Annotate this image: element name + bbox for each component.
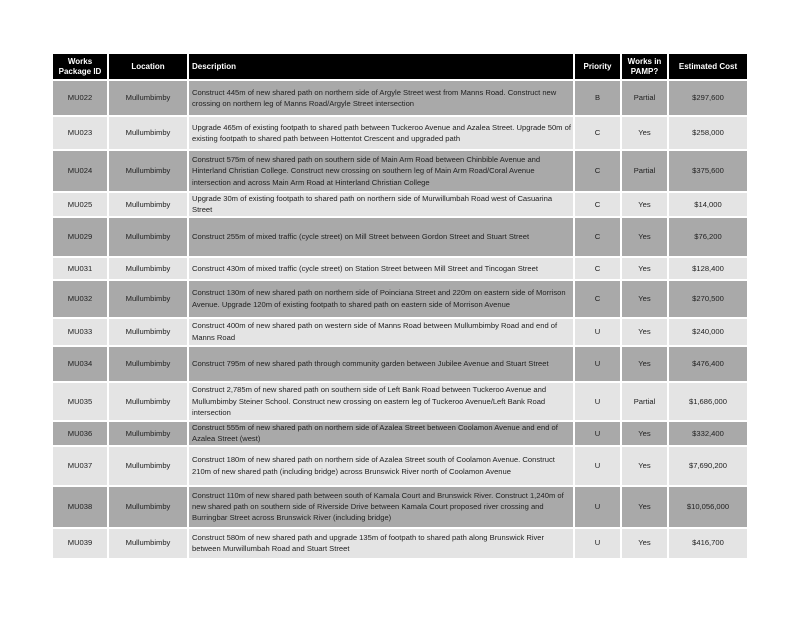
cell-id: MU035 bbox=[53, 383, 107, 420]
cell-pamp: Yes bbox=[622, 447, 667, 485]
cell-priority: U bbox=[575, 422, 620, 445]
works-package-table-container bbox=[53, 54, 741, 558]
cell-priority: B bbox=[575, 81, 620, 115]
cell-description: Upgrade 30m of existing footpath to shared path on northern side of Murwillumbah Road west of Casuarina Street bbox=[189, 193, 573, 216]
cell-description: Construct 580m of new shared path and upgrade 135m of footpath to shared path along Brunswick River between Murwillumbah Road and Stuart Street bbox=[189, 529, 573, 558]
cell-cost: $258,000 bbox=[669, 117, 747, 149]
cell-cost: $240,000 bbox=[669, 319, 747, 345]
cell-cost: $10,056,000 bbox=[669, 487, 747, 527]
cell-pamp: Yes bbox=[622, 319, 667, 345]
cell-cost: $297,600 bbox=[669, 81, 747, 115]
cell-location: Mullumbimby bbox=[109, 281, 187, 317]
cell-pamp: Yes bbox=[622, 258, 667, 279]
cell-description: Construct 430m of mixed traffic (cycle street) on Station Street between Mill Street and Tincogan Street bbox=[189, 258, 573, 279]
cell-id: MU037 bbox=[53, 447, 107, 485]
cell-location: Mullumbimby bbox=[109, 447, 187, 485]
table-row bbox=[53, 281, 747, 317]
table-row bbox=[53, 447, 747, 485]
cell-description: Construct 130m of new shared path on northern side of Poinciana Street and 220m on eastern side of Morrison Avenue. Upgrade 120m of existing footpath to shared path on eastern side of Morrison Avenue bbox=[189, 281, 573, 317]
cell-pamp: Yes bbox=[622, 347, 667, 381]
cell-cost: $375,600 bbox=[669, 151, 747, 191]
table-row bbox=[53, 529, 747, 558]
cell-pamp: Yes bbox=[622, 487, 667, 527]
cell-cost: $14,000 bbox=[669, 193, 747, 216]
cell-id: MU039 bbox=[53, 529, 107, 558]
cell-priority: C bbox=[575, 258, 620, 279]
cell-cost: $76,200 bbox=[669, 218, 747, 256]
cell-priority: C bbox=[575, 281, 620, 317]
cell-pamp: Partial bbox=[622, 383, 667, 420]
cell-priority: C bbox=[575, 151, 620, 191]
cell-description: Construct 555m of new shared path on northern side of Azalea Street between Coolamon Avenue and end of Azalea Street (west) bbox=[189, 422, 573, 445]
cell-description: Construct 255m of mixed traffic (cycle street) on Mill Street between Gordon Street and Stuart Street bbox=[189, 218, 573, 256]
table-row bbox=[53, 422, 747, 445]
cell-location: Mullumbimby bbox=[109, 218, 187, 256]
cell-location: Mullumbimby bbox=[109, 151, 187, 191]
cell-location: Mullumbimby bbox=[109, 383, 187, 420]
cell-priority: U bbox=[575, 347, 620, 381]
cell-cost: $416,700 bbox=[669, 529, 747, 558]
cell-cost: $332,400 bbox=[669, 422, 747, 445]
cell-location: Mullumbimby bbox=[109, 487, 187, 527]
works-package-table bbox=[51, 52, 749, 560]
table-row bbox=[53, 218, 747, 256]
table-row bbox=[53, 193, 747, 216]
cell-location: Mullumbimby bbox=[109, 319, 187, 345]
cell-id: MU022 bbox=[53, 81, 107, 115]
cell-pamp: Yes bbox=[622, 422, 667, 445]
cell-description: Construct 110m of new shared path between south of Kamala Court and Brunswick River. Construct 1,240m of new shared path on southern side of Riverside Drive between Kamala Court proposed river crossing and Burringbar Street across Brunswick River (including bridge) bbox=[189, 487, 573, 527]
cell-description: Construct 445m of new shared path on northern side of Argyle Street west from Manns Road. Construct new crossing on northern leg of Manns Road/Argyle Street intersection bbox=[189, 81, 573, 115]
cell-pamp: Partial bbox=[622, 81, 667, 115]
cell-pamp: Partial bbox=[622, 151, 667, 191]
table-row bbox=[53, 487, 747, 527]
cell-id: MU025 bbox=[53, 193, 107, 216]
cell-id: MU032 bbox=[53, 281, 107, 317]
cell-cost: $1,686,000 bbox=[669, 383, 747, 420]
cell-priority: C bbox=[575, 193, 620, 216]
cell-id: MU023 bbox=[53, 117, 107, 149]
cell-location: Mullumbimby bbox=[109, 193, 187, 216]
cell-priority: U bbox=[575, 319, 620, 345]
cell-location: Mullumbimby bbox=[109, 117, 187, 149]
cell-pamp: Yes bbox=[622, 529, 667, 558]
cell-cost: $7,690,200 bbox=[669, 447, 747, 485]
cell-description: Construct 2,785m of new shared path on southern side of Left Bank Road between Tuckeroo Avenue and Mullumbimby Steiner School. Construct new crossing on eastern leg of Tuckeroo Avenue/Left Bank Road intersection bbox=[189, 383, 573, 420]
cell-priority: U bbox=[575, 529, 620, 558]
cell-cost: $476,400 bbox=[669, 347, 747, 381]
cell-pamp: Yes bbox=[622, 117, 667, 149]
header-location: Location bbox=[109, 54, 187, 79]
cell-id: MU029 bbox=[53, 218, 107, 256]
cell-description: Construct 575m of new shared path on southern side of Main Arm Road between Chinbible Avenue and Hinterland Christian College. Construct new crossing on southern leg of Main Arm Road/Coral Avenue intersection and across Main Arm Road at Hinterland Christian College bbox=[189, 151, 573, 191]
cell-id: MU031 bbox=[53, 258, 107, 279]
cell-priority: U bbox=[575, 487, 620, 527]
table-row bbox=[53, 383, 747, 420]
cell-id: MU034 bbox=[53, 347, 107, 381]
table-row bbox=[53, 117, 747, 149]
cell-cost: $270,500 bbox=[669, 281, 747, 317]
cell-location: Mullumbimby bbox=[109, 422, 187, 445]
cell-pamp: Yes bbox=[622, 193, 667, 216]
cell-id: MU036 bbox=[53, 422, 107, 445]
cell-description: Construct 795m of new shared path through community garden between Jubilee Avenue and Stuart Street bbox=[189, 347, 573, 381]
cell-priority: U bbox=[575, 447, 620, 485]
cell-pamp: Yes bbox=[622, 281, 667, 317]
header-description: Description bbox=[189, 54, 573, 79]
header-priority: Priority bbox=[575, 54, 620, 79]
table-row bbox=[53, 258, 747, 279]
cell-location: Mullumbimby bbox=[109, 347, 187, 381]
header-estimated-cost: Estimated Cost bbox=[669, 54, 747, 79]
cell-description: Upgrade 465m of existing footpath to shared path between Tuckeroo Avenue and Azalea Street. Upgrade 50m of existing footpath to shared path between Hottentot Crescent and upgraded path bbox=[189, 117, 573, 149]
table-row bbox=[53, 151, 747, 191]
cell-id: MU024 bbox=[53, 151, 107, 191]
cell-id: MU038 bbox=[53, 487, 107, 527]
cell-description: Construct 180m of new shared path on northern side of Azalea Street south of Coolamon Avenue. Construct 210m of new shared path (including bridge) across Brunswick River north of Coolamon Avenue bbox=[189, 447, 573, 485]
cell-description: Construct 400m of new shared path on western side of Manns Road between Mullumbimby Road and end of Manns Road bbox=[189, 319, 573, 345]
cell-pamp: Yes bbox=[622, 218, 667, 256]
cell-priority: U bbox=[575, 383, 620, 420]
cell-location: Mullumbimby bbox=[109, 258, 187, 279]
table-header-row bbox=[53, 54, 747, 79]
header-works-package-id: Works Package ID bbox=[53, 54, 107, 79]
table-row bbox=[53, 347, 747, 381]
cell-priority: C bbox=[575, 117, 620, 149]
cell-id: MU033 bbox=[53, 319, 107, 345]
cell-priority: C bbox=[575, 218, 620, 256]
table-row bbox=[53, 319, 747, 345]
header-works-in-pamp: Works in PAMP? bbox=[622, 54, 667, 79]
cell-cost: $128,400 bbox=[669, 258, 747, 279]
table-row bbox=[53, 81, 747, 115]
cell-location: Mullumbimby bbox=[109, 81, 187, 115]
cell-location: Mullumbimby bbox=[109, 529, 187, 558]
